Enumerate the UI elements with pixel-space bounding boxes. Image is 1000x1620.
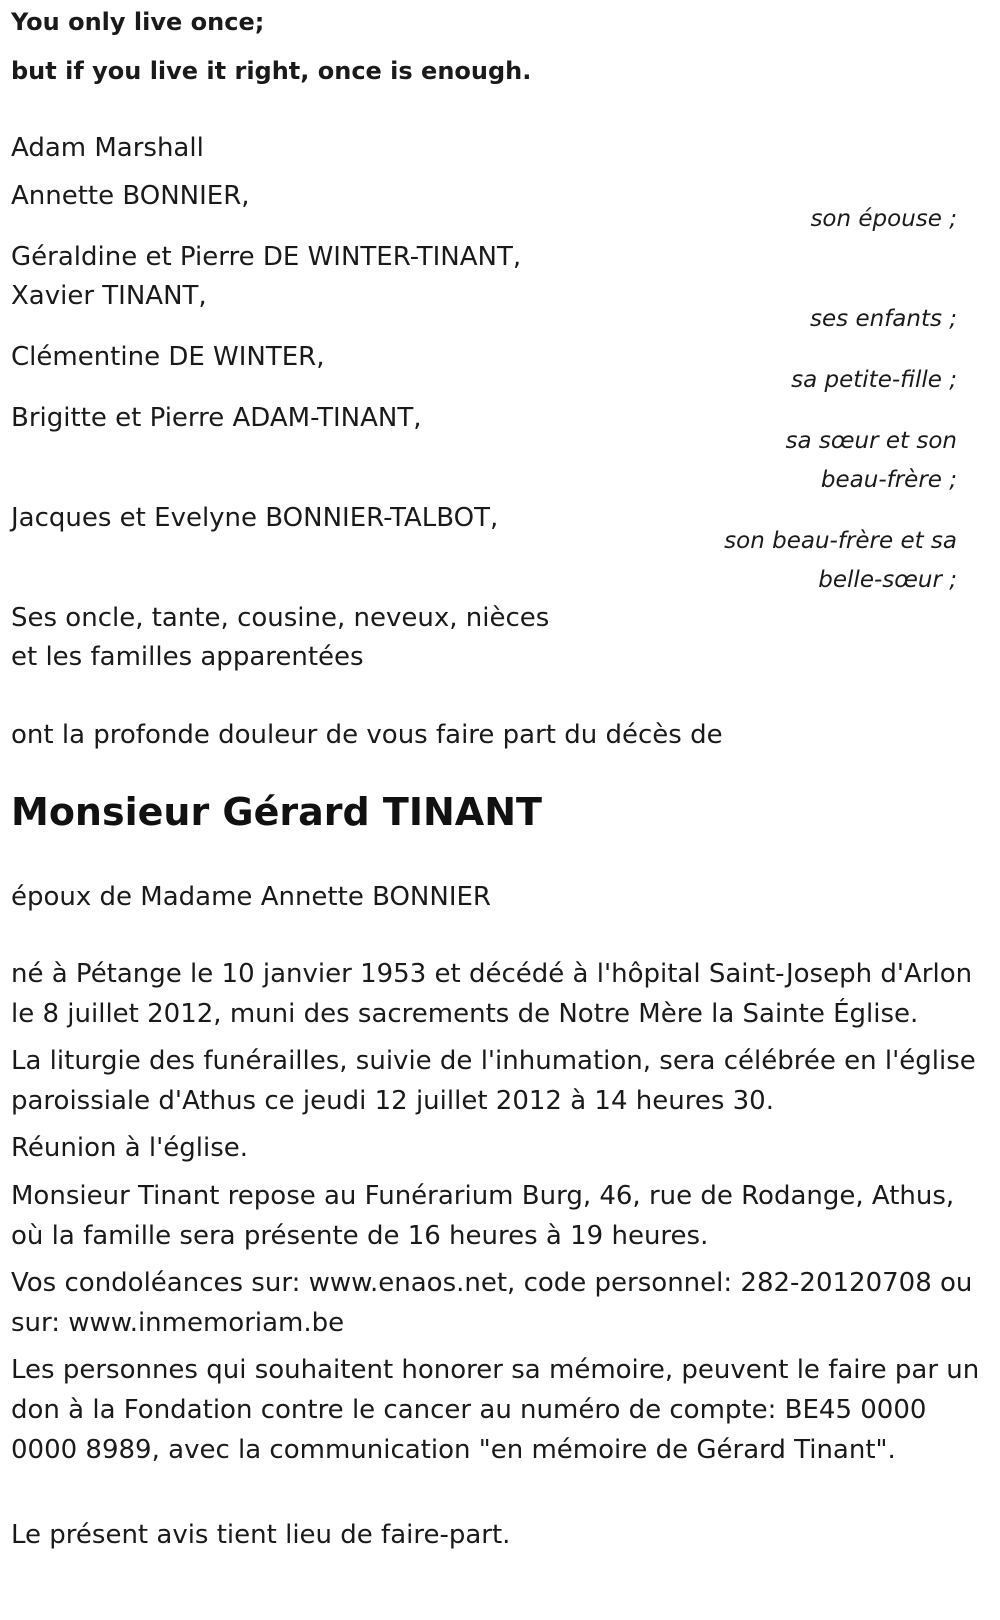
family-name-extended-line-2: et les familles apparentées	[11, 642, 364, 672]
deceased-name-heading: Monsieur Gérard TINANT	[11, 790, 542, 834]
family-name-de-winter-tinant: Géraldine et Pierre DE WINTER-TINANT,	[11, 242, 522, 272]
quote-line-2: but if you live it right, once is enough.	[11, 57, 532, 85]
quote-line-1: You only live once;	[11, 8, 265, 36]
announcement-text: ont la profonde douleur de vous faire part du décès de	[11, 720, 723, 750]
family-name-bonnier-talbot: Jacques et Evelyne BONNIER-TALBOT,	[11, 503, 499, 533]
funerarium-paragraph: Monsieur Tinant repose au Funérarium Burg, 46, rue de Rodange, Athus, où la famille sera présente de 16 heures à 19 heures.	[11, 1181, 955, 1251]
relation-brother-in-law-line-2: belle-sœur ;	[818, 567, 957, 593]
relation-children: ses enfants ;	[810, 306, 957, 332]
family-name-adam-marshall: Adam Marshall	[11, 133, 204, 163]
reunion-paragraph: Réunion à l'église.	[11, 1133, 249, 1163]
relation-brother-in-law-line-1: son beau-frère et sa	[724, 528, 957, 554]
spouse-line: époux de Madame Annette BONNIER	[11, 882, 491, 912]
family-name-extended-line-1: Ses oncle, tante, cousine, neveux, nièces	[11, 603, 550, 633]
condolences-paragraph: Vos condoléances sur: www.enaos.net, code personnel: 282-20120708 ou sur: www.inmemoriam.be	[11, 1268, 973, 1338]
relation-spouse: son épouse ;	[810, 206, 957, 232]
closing-paragraph: Le présent avis tient lieu de faire-part.	[11, 1520, 511, 1550]
relation-sister-line-1: sa sœur et son	[785, 428, 957, 454]
relation-sister-line-2: beau-frère ;	[820, 467, 957, 493]
family-name-xavier-tinant: Xavier TINANT,	[11, 281, 207, 311]
relation-granddaughter: sa petite-fille ;	[791, 367, 957, 393]
birth-death-paragraph: né à Pétange le 10 janvier 1953 et décédé à l'hôpital Saint-Joseph d'Arlon le 8 juillet 2012, muni des sacrements de Notre Mère la Sainte Église.	[11, 959, 973, 1029]
family-name-clementine-de-winter: Clémentine DE WINTER,	[11, 342, 325, 372]
liturgy-paragraph: La liturgie des funérailles, suivie de l'inhumation, sera célébrée en l'église paroissiale d'Athus ce jeudi 12 juillet 2012 à 14 heures 30.	[11, 1046, 976, 1116]
family-name-adam-tinant: Brigitte et Pierre ADAM-TINANT,	[11, 403, 422, 433]
family-name-annette-bonnier: Annette BONNIER,	[11, 181, 250, 211]
donation-paragraph: Les personnes qui souhaitent honorer sa mémoire, peuvent le faire par un don à la Fondation contre le cancer au numéro de compte: BE45 0000 0000 8989, avec la communication "en mémoire de Gérard Tinant".	[11, 1355, 980, 1465]
